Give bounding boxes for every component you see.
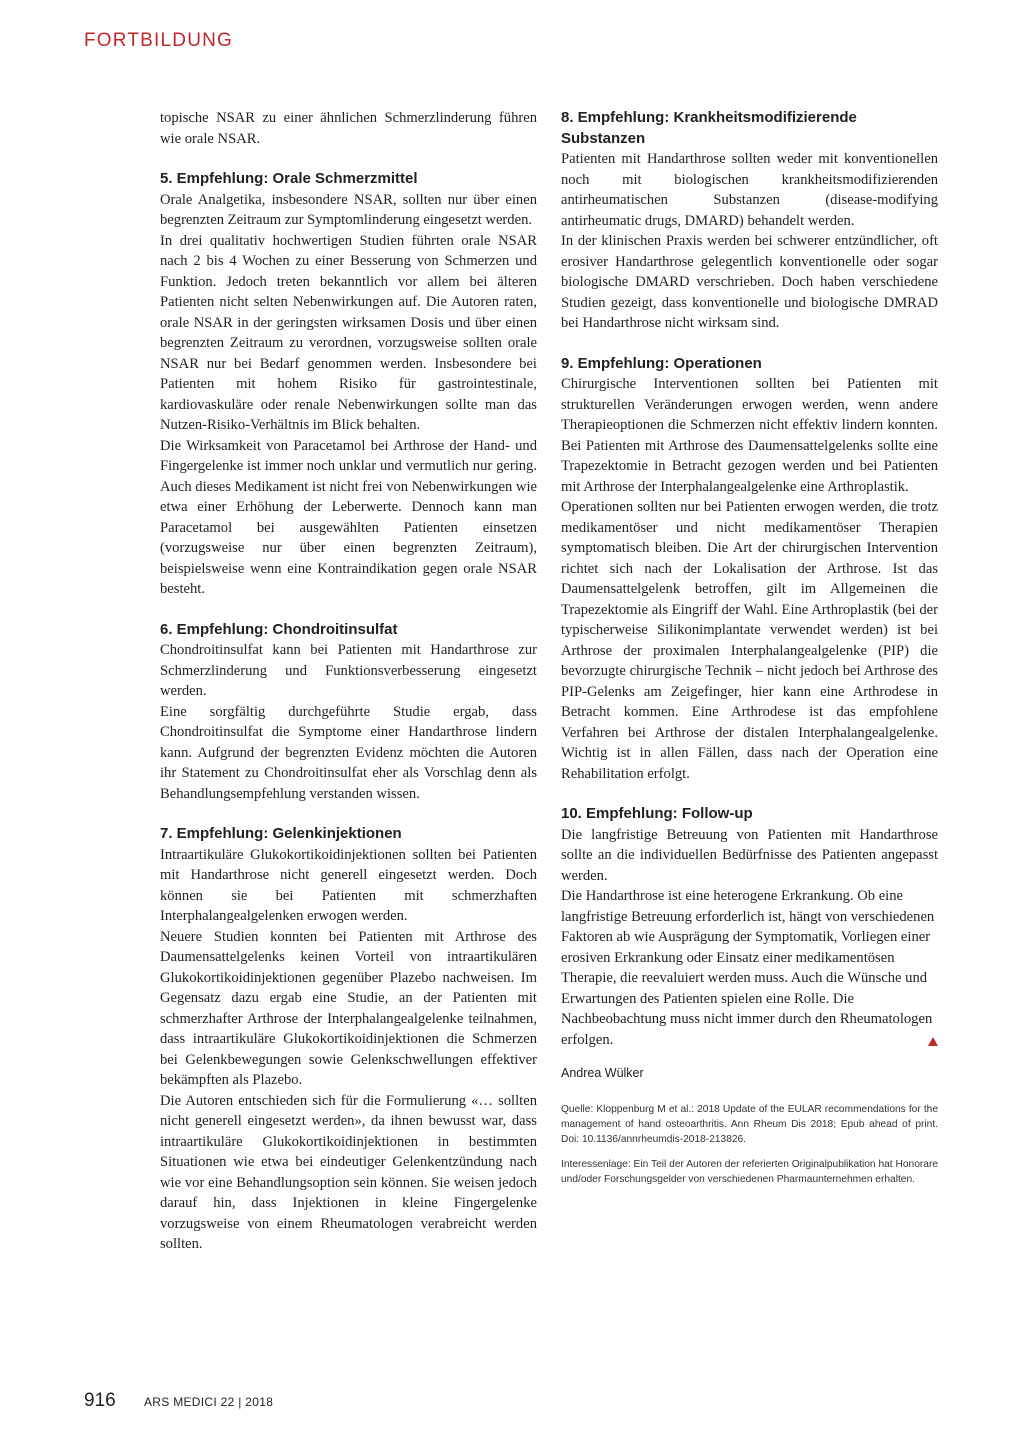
section-heading: 10. Empfehlung: Follow-up [561,805,753,822]
paragraph-text: Die Handarthrose ist eine heterogene Erkrankung. Ob eine langfristige Betreuung erforderlich ist, hängt von verschiedenen Faktoren ab wie Ausprägung der Symptomatik, Vorliegen einer erosiven Erkrankung oder Einsatz einer medikamentösen Therapie, die reevaluiert werden muss. Auch die Wünsche und Erwartungen des Patienten spielen eine Rolle. Die Nachbeobachtung muss nicht immer durch den Rheumatologen erfolgen. [561,888,935,1048]
section-heading: 6. Empfehlung: Chondroitinsulfat [160,620,398,638]
paragraph: Chirurgische Interventionen sollten bei Patienten mit strukturellen Veränderungen erwogen werden, wenn andere Therapieoptionen die Schmerzen nicht effektiv lindern konnten. Bei Patienten mit Arthrose des Daumensattelgelenks sollte eine Trapezektomie in Betracht gezogen werden und bei Patienten mit Arthrose der Interphalangealgelenke eine Arthroplastik. [561,376,938,495]
conflict-of-interest-note: Interessenlage: Ein Teil der Autoren der referierten Originalpublikation hat Honorare und/oder Forschungsgelder von verschiedenen Pharmaunternehmen erhalten. [561,1159,938,1185]
page-number: 916 [84,1390,116,1411]
section-heading: 9. Empfehlung: Operationen [561,354,762,372]
paragraph: Die Wirksamkeit von Paracetamol bei Arthrose der Hand- und Fingergelenke ist immer noch unklar und vermutlich nur gering. Auch dieses Medikament ist nicht frei von Nebenwirkungen wie etwa einer Erhöhung der Leberwerte. Dennoch kann man Paracetamol bei ausgewählten Patienten einsetzen (vorzugsweise nur über einen begrenzten Zeitraum), beispielsweise wenn eine Kontraindikation gegen orale NSAR besteht. [160,437,537,597]
section-recommendation-5 [160,169,537,600]
section-heading: 8. Empfehlung: Krankheitsmodifizierende Substanzen [561,109,857,147]
section-label: FORTBILDUNG [84,30,234,51]
end-of-article-icon [928,1037,938,1046]
section-recommendation-8 [561,108,938,334]
section-recommendation-9 [561,354,938,785]
section-heading: 5. Empfehlung: Orale Schmerzmittel [160,170,418,187]
paragraph: In der klinischen Praxis werden bei schwerer entzündlicher, oft erosiver Handarthrose gelegentlich konventionelle oder sogar biologische DMARD verschrieben. Doch haben verschiedene Studien gezeigt, dass konventionelle und biologische DMRAD bei Handarthrose nicht wirksam sind. [561,233,938,331]
section-recommendation-10 [561,804,938,1050]
paragraph: Orale Analgetika, insbesondere NSAR, sollten nur über einen begrenzten Zeitraum zur Symptomlinderung eingesetzt werden. [160,191,537,228]
paragraph: Neuere Studien konnten bei Patienten mit Arthrose des Daumensattelgelenks keinen Vorteil von intraartikulären Glukokortikoidinjektionen gegenüber Plazebo nachweisen. Im Gegensatz dazu ergab eine Studie, an der Patienten mit schmerzhafter Arthrose der Interphalangealgelenke teilnahmen, dass intraartikuläre Glukokortikoidinjektionen die Schmerzen bei Gelenkbewegungen sowie Gelenkschwellungen effektiver bekämpften als Plazebo. [160,928,537,1088]
section-heading: 7. Empfehlung: Gelenkinjektionen [160,825,402,842]
page-footer [84,1390,273,1412]
paragraph: Chondroitinsulfat kann bei Patienten mit Handarthrose zur Schmerzlinderung und Funktionsverbesserung eingesetzt werden. [160,642,537,699]
paragraph: topische NSAR zu einer ähnlichen Schmerzlinderung führen wie orale NSAR. [160,110,537,147]
section-intro [160,108,537,149]
paragraph: Die Autoren entschieden sich für die Formulierung «… sollten nicht generell eingesetzt werden», da ihnen bewusst war, dass intraartikuläre Glukokortikoidinjektionen in bestimmten Situationen wie etwa bei eindeutiger Gelenkentzündung nach wie vor eine Behandlungsoption sein können. Sie weisen jedoch darauf hin, dass Injektionen in kleine Fingergelenke vorzugsweise von einem Rheumatologen verabreicht werden sollten. [160,1092,537,1252]
paragraph [561,886,938,1050]
journal-issue: ARS MEDICI 22 | 2018 [144,1395,274,1409]
author-name: Andrea Wülker [561,1066,644,1080]
paragraph: Die langfristige Betreuung von Patienten mit Handarthrose sollte an die individuellen Bedürfnisse des Patienten angepasst werden. [561,826,938,884]
left-column [160,108,537,1275]
paragraph: Intraartikuläre Glukokortikoidinjektionen sollten bei Patienten mit Handarthrose nicht generell eingesetzt werden. Doch können sie bei Patienten mit schmerzhaften Interphalangealgelenken erwogen werden. [160,846,537,924]
section-recommendation-6 [160,620,537,805]
paragraph: Eine sorgfältig durchgeführte Studie ergab, dass Chondroitinsulfat die Symptome einer Handarthrose lindern kann. Aufgrund der begrenzten Evidenz möchten die Autoren ihr Statement zu Chondroitinsulfat eher als Vorschlag denn als Behandlungsempfehlung verstanden wissen. [160,703,537,802]
paragraph: Patienten mit Handarthrose sollten weder mit konventionellen noch mit biologischen krankheitsmodifizierenden antirheumatischen Substanzen (disease-modifying antirheumatic drugs, DMARD) behandelt werden. [561,151,938,229]
paragraph: In drei qualitativ hochwertigen Studien führten orale NSAR nach 2 bis 4 Wochen zu einer Besserung von Schmerzen und Funktion. Jedoch treten bekanntlich vor allem bei älteren Patienten nicht selten Nebenwirkungen auf. Die Autoren raten, orale NSAR in der geringsten wirksamen Dosis und über einen begrenzten Zeitraum zu verordnen, vorzugsweise sollten orale NSAR nur bei Bedarf genommen werden. Insbesondere bei Patienten mit hohem Risiko für gastrointestinale, kardiovaskuläre oder renale Nebenwirkungen sollte man das Nutzen-Risiko-Verhältnis im Blick behalten. [160,232,537,433]
source-citation: Quelle: Kloppenburg M et al.: 2018 Update of the EULAR recommendations for the management of hand osteoarthritis. Ann Rheum Dis 2018; Epub ahead of print. Doi: 10.1136/annrheumdis-2018-213826. [561,1104,938,1145]
right-column [561,108,938,1197]
section-recommendation-7 [160,824,537,1255]
paragraph: Operationen sollten nur bei Patienten erwogen werden, die trotz medikamentöser und nicht medikamentöser Therapien symptomatisch bleiben. Die Art der chirurgischen Intervention richtet sich nach der Lokalisation der Arthrose. Ist das Daumensattelgelenk betroffen, gilt im Allgemeinen die Trapezektomie als Eingriff der Wahl. Eine Arthroplastik (bei der typischerweise Silikonimplantate verwendet werden) ist bei Arthrose der proximalen Interphalangealgelenke (PIP) die bevorzugte chirurgische Technik – nicht jedoch bei Arthrose des PIP-Gelenks am Zeigefinger, hier kann eine Arthrodese in Betracht kommen. Eine Arthrodese ist das empfohlene Verfahren bei Arthrose der distalen Interphalangealgelenke. Wichtig ist in allen Fällen, dass nach der Operation eine Rehabilitation erfolgt. [561,499,938,782]
